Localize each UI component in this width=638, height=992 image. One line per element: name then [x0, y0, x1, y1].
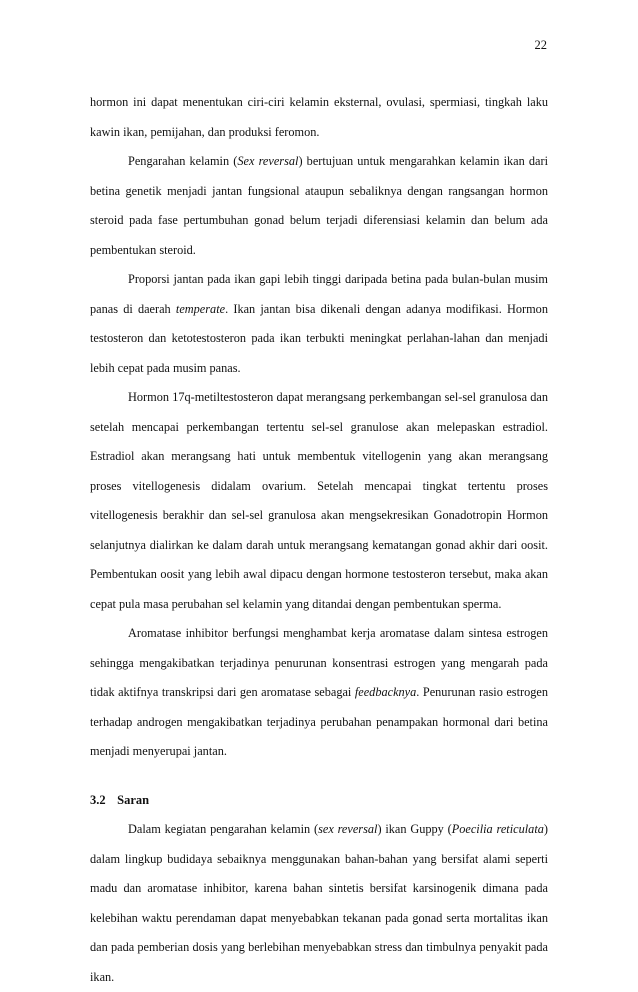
- conclusion-paragraphs: [90, 88, 548, 767]
- text-run: Aromatase inhibitor berfungsi menghambat kerja aromatase dalam sintesa estrogen sehingga mengakibatkan terjadinya penurunan konsentrasi estrogen yang mengarah pada tidak aktifnya transkripsi dari gen aromatase sebagai: [90, 626, 548, 699]
- page-number: 22: [534, 38, 547, 52]
- text-run: ) ikan Guppy (: [377, 822, 452, 836]
- paragraph: [90, 147, 548, 265]
- text-run: Hormon 17q-metiltestosteron dapat merangsang perkembangan sel-sel granulosa dan setelah mencapai perkembangan tertentu sel-sel granulose akan melepaskan estradiol. Estradiol akan merangsang hati untuk membentuk vitellogenin yang akan merangsang proses vitellogenesis didalam ovarium. Setelah mencapai tingkat tertentu proses vitellogenesis berakhir dan sel-sel granulosa akan mengsekresikan Gonadotropin Hormon selanjutnya dialirkan ke dalam darah untuk merangsang kematangan gonad akhir dari oosit. Pembentukan oosit yang lebih awal dipacu dengan hormone testosteron tersebut, maka akan cepat pula masa perubahan sel kelamin yang ditandai dengan pembentukan sperma.: [90, 390, 548, 611]
- section-title: Saran: [117, 792, 150, 807]
- text-run: Dalam kegiatan pengarahan kelamin (: [128, 822, 319, 836]
- suggestion-paragraphs: [90, 815, 548, 992]
- text-run: Proporsi jantan pada ikan gapi lebih tinggi daripada betina pada bulan-bulan musim panas di daerah: [90, 272, 548, 316]
- italic-term: sex reversal: [318, 822, 378, 836]
- text-run: . Ikan jantan bisa dikenali dengan adanya modifikasi. Hormon testosteron dan ketotestosteron pada ikan terbukti meningkat perlahan-lahan dan menjadi lebih cepat pada musim panas.: [90, 301, 548, 375]
- italic-term: Poecilia reticulata: [451, 822, 544, 836]
- italic-term: Sex reversal: [237, 154, 299, 168]
- paragraph: [90, 265, 548, 383]
- text-run: ) bertujuan untuk mengarahkan kelamin ikan dari betina genetik menjadi jantan fungsional ataupun sebaliknya dengan rangsangan hormon steroid pada fase pertumbuhan gonad belum terjadi diferensiasi kelamin dan belum ada pembentukan steroid.: [90, 154, 549, 257]
- document-body: [90, 88, 548, 992]
- text-run: hormon ini dapat menentukan ciri-ciri kelamin eksternal, ovulasi, spermiasi, tingkah laku kawin ikan, pemijahan, dan produksi feromon.: [90, 95, 548, 139]
- text-run: ) dalam lingkup budidaya sebaiknya menggunakan bahan-bahan yang bersifat alami seperti madu dan aromatase inhibitor, karena bahan sintetis bersifat karsinogenik dimana pada kelebihan waktu perendaman dapat menyebabkan tekanan pada gonad serta mortalitas ikan dan pada pemberian dosis yang berlebihan menyebabkan stress dan timbulnya penyakit pada ikan.: [90, 822, 548, 984]
- paragraph: [90, 619, 548, 767]
- paragraph: [90, 383, 548, 619]
- section-number: 3.2: [90, 792, 106, 807]
- paragraph: [90, 88, 548, 147]
- italic-term: temperate: [175, 301, 226, 316]
- text-run: Pengarahan kelamin (: [128, 154, 238, 168]
- text-run: . Penurunan rasio estrogen terhadap androgen mengakibatkan terjadinya perubahan penampakan hormonal dari betina menjadi menyerupai jantan.: [90, 685, 549, 758]
- paragraph: [90, 815, 548, 992]
- italic-term: feedbacknya: [354, 685, 417, 699]
- section-heading: [90, 786, 548, 816]
